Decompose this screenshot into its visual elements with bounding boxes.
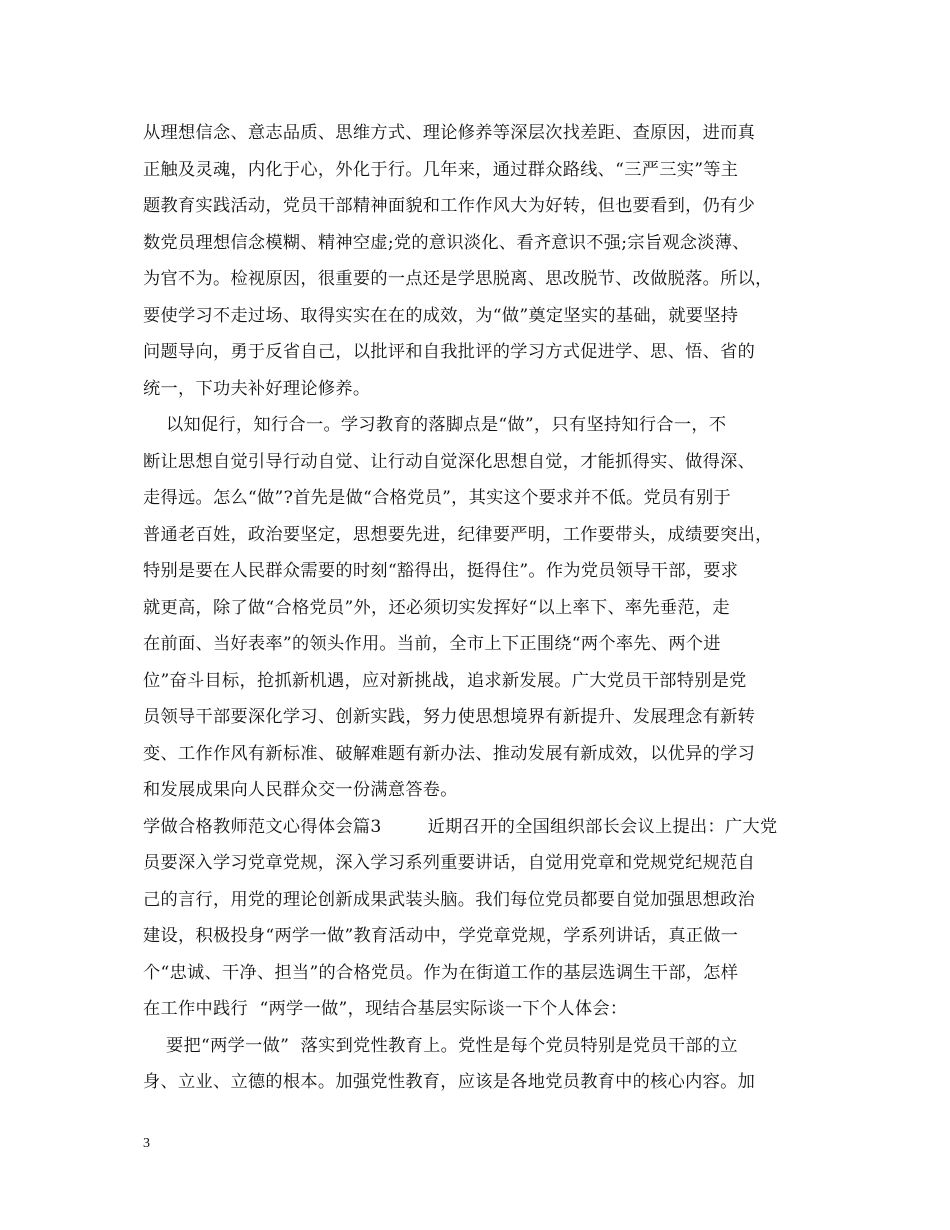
page-number: 3	[143, 1136, 150, 1151]
text-line: 要把“两学一做” 落实到党性教育上。党性是每个党员特别是党员干部的立	[143, 1035, 738, 1056]
text-line: 己的言行，用党的理论创新成果武装头脑。我们每位党员都要自觉加强思想政治	[143, 889, 756, 910]
text-line: 断让思想自觉引导行动自觉、让行动自觉深化思想自觉，才能抓得实、做得深、	[143, 451, 756, 472]
text-line: 普通老百姓，政治要坚定，思想要先进，纪律要严明，工作要带头，成绩要突出，	[143, 524, 773, 545]
text-line: 正触及灵魂，内化于心，外化于行。几年来，通过群众路线、“三严三实”等主	[143, 159, 739, 180]
text-line: 身、立业、立德的根本。加强党性教育，应该是各地党员教育中的核心内容。加	[143, 1072, 756, 1092]
text-line: 特别是要在人民群众需要的时刻“豁得出，挺得住”。作为党员领导干部，要求	[143, 561, 739, 581]
text-line: 员要深入学习党章党规，深入学习系列重要讲话，自觉用党章和党规党纪规范自	[143, 853, 756, 873]
body-text	[143, 115, 823, 1101]
text-line: 数党员理想信念模糊、精神空虚;党的意识淡化、看齐意识不强;宗旨观念淡薄、	[143, 232, 750, 253]
text-line: 就更高，除了做“合格党员”外，还必须切实发挥好“以上率下、率先垂范，走	[143, 597, 730, 618]
text-line: 在工作中践行 “两学一做”，现结合基层实际谈一下个人体会：	[143, 999, 628, 1019]
text-line: 和发展成果向人民群众交一份满意答卷。	[143, 780, 458, 800]
text-line: 统一，下功夫补好理论修养。	[143, 378, 371, 399]
section-heading-line: 学做合格教师范文心得体会篇3 近期召开的全国组织部长会议上提出：广大党	[143, 816, 778, 837]
text-line: 问题导向，勇于反省自己，以批评和自我批评的学习方式促进学、思、悟、省的	[143, 342, 756, 362]
text-line: 以知促行，知行合一。学习教育的落脚点是“做”，只有坚持知行合一，不	[143, 415, 727, 435]
text-line: 建设，积极投身“两学一做”教育活动中，学党章党规，学系列讲话，真正做一	[143, 926, 739, 946]
text-line: 走得远。怎么“做”?首先是做“合格党员”，其实这个要求并不低。党员有别于	[143, 488, 731, 508]
text-line: 个“忠诚、干净、担当”的合格党员。作为在街道工作的基层选调生干部，怎样	[143, 962, 739, 983]
text-line: 位”奋斗目标，抢抓新机遇，应对新挑战，追求新发展。广大党员干部特别是党	[143, 670, 747, 691]
text-line: 在前面、当好表率”的领头作用。当前，全市上下正围绕“两个率先、两个进	[143, 634, 721, 654]
text-line: 从理想信念、意志品质、思维方式、理论修养等深层次找差距、查原因，进而真	[143, 123, 756, 143]
text-line: 要使学习不走过场、取得实实在在的成效，为“做”奠定坚实的基础，就要坚持	[143, 305, 739, 326]
text-line: 员领导干部要深化学习、创新实践，努力使思想境界有新提升、发展理念有新转	[143, 707, 756, 727]
text-line: 题教育实践活动，党员干部精神面貌和工作作风大为好转，但也要看到，仍有少	[143, 196, 756, 216]
text-line: 变、工作作风有新标准、破解难题有新办法、推动发展有新成效，以优异的学习	[143, 743, 756, 764]
text-line: 为官不为。检视原因，很重要的一点还是学思脱离、思改脱节、改做脱落。所以，	[143, 269, 773, 289]
